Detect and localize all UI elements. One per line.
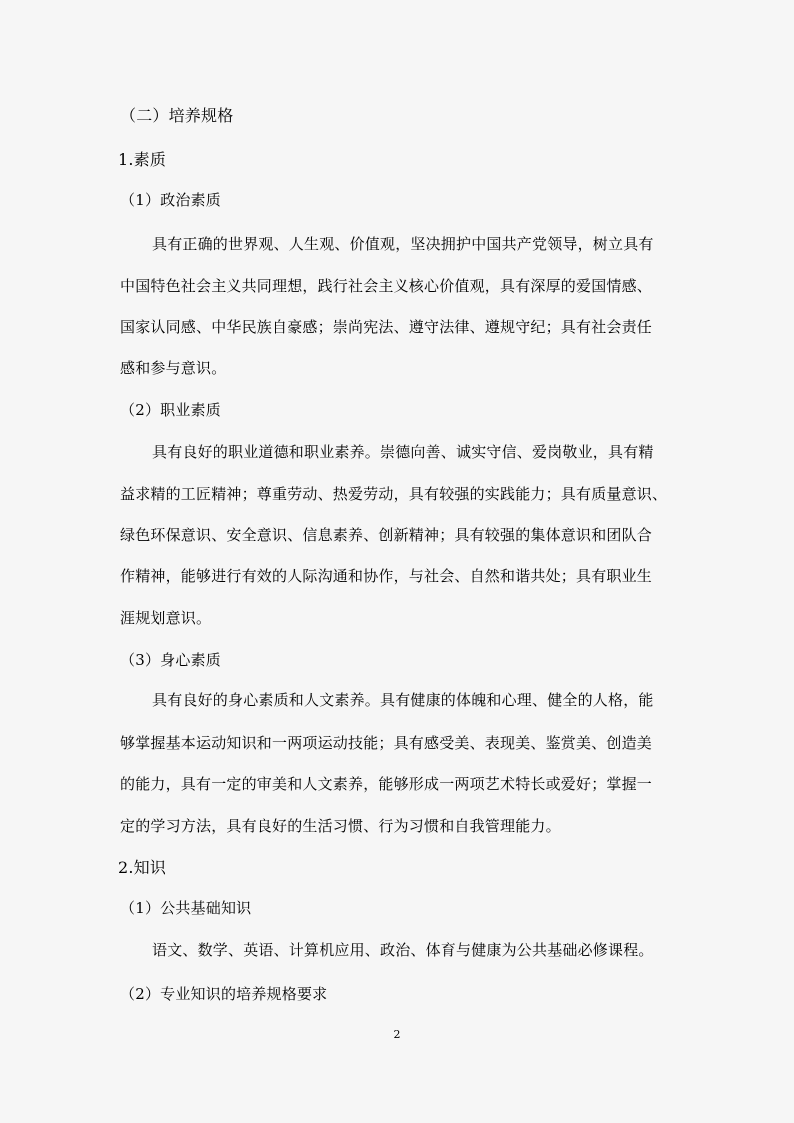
paragraph-line: 涯规划意识。 [120,609,212,627]
paragraph-line: 的能力，具有一定的审美和人文素养，能够形成一两项艺术特长或爱好；掌握一 [120,775,653,793]
knowledge-heading: 2.知识 [118,858,167,877]
paragraph-line: 感和参与意识。 [120,359,227,377]
paragraph-line: 语文、数学、英语、计算机应用、政治、体育与健康为公共基础必修课程。 [152,941,654,959]
paragraph-line: 中国特色社会主义共同理想，践行社会主义核心价值观，具有深厚的爱国情感、 [120,277,653,295]
professional-quality-heading: （2）职业素质 [120,401,221,419]
specialized-knowledge-heading: （2）专业知识的培养规格要求 [120,985,328,1003]
paragraph-line: 作精神，能够进行有效的人际沟通和协作，与社会、自然和谐共处；具有职业生 [120,567,653,585]
political-quality-heading: （1）政治素质 [120,191,221,209]
paragraph-line: 定的学习方法，具有良好的生活习惯、行为习惯和自我管理能力。 [120,817,561,835]
paragraph-line: 具有良好的职业道德和职业素养。崇德向善、诚实守信、爱岗敬业，具有精 [152,443,654,461]
paragraph-line: 够掌握基本运动知识和一两项运动技能；具有感受美、表现美、鉴赏美、创造美 [120,734,653,752]
page-number: 2 [393,1028,401,1041]
paragraph-line: 绿色环保意识、安全意识、信息素养、创新精神；具有较强的集体意识和团队合 [120,526,653,544]
paragraph-line: 具有正确的世界观、人生观、价值观，坚决拥护中国共产党领导，树立具有 [152,235,654,253]
public-knowledge-heading: （1）公共基础知识 [120,899,252,917]
physical-quality-heading: （3）身心素质 [120,651,221,669]
paragraph-line: 具有良好的身心素质和人文素养。具有健康的体魄和心理、健全的人格，能 [152,691,654,709]
paragraph-line: 国家认同感、中华民族自豪感；崇尚宪法、遵守法律、遵规守纪；具有社会责任 [120,318,653,336]
paragraph-line: 益求精的工匠精神；尊重劳动、热爱劳动，具有较强的实践能力；具有质量意识、 [120,485,668,503]
section-title: （二）培养规格 [120,106,234,125]
quality-heading: 1.素质 [118,150,167,169]
